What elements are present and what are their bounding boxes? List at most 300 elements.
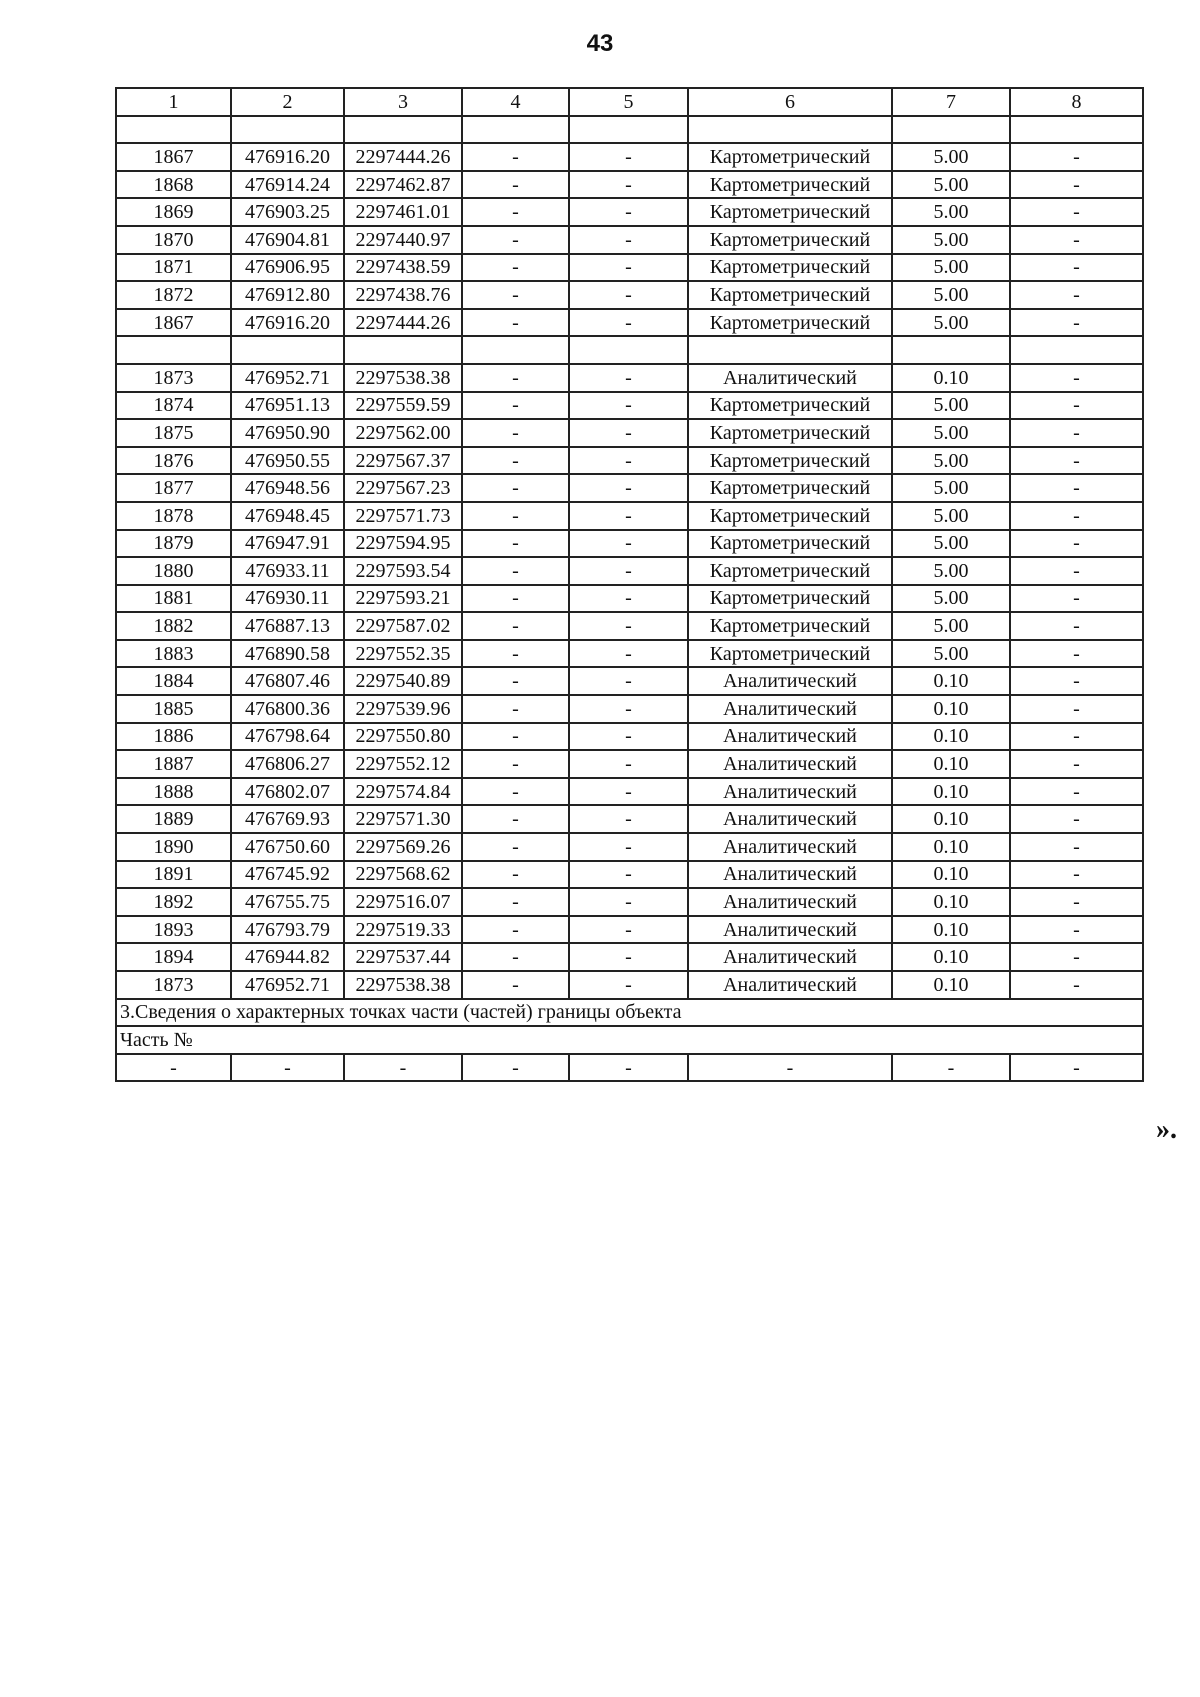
- table-cell: -: [569, 502, 688, 530]
- table-cell: -: [1010, 612, 1143, 640]
- table-cell: 1887: [116, 750, 231, 778]
- table-cell: -: [1010, 667, 1143, 695]
- table-cell: -: [1010, 171, 1143, 199]
- table-cell: 5.00: [892, 143, 1010, 171]
- table-cell: 476944.82: [231, 943, 344, 971]
- table-cell: Картометрический: [688, 309, 892, 337]
- table-cell: -: [569, 861, 688, 889]
- table-row: [116, 474, 1143, 502]
- empty-cell: [1010, 116, 1143, 144]
- table-cell: 2297569.26: [344, 833, 462, 861]
- table-cell: -: [344, 1054, 462, 1082]
- table-cell: Картометрический: [688, 557, 892, 585]
- table-cell: Картометрический: [688, 226, 892, 254]
- table-cell: 5.00: [892, 640, 1010, 668]
- table-cell: -: [569, 143, 688, 171]
- table-cell: Картометрический: [688, 530, 892, 558]
- table-cell: 7: [892, 88, 1010, 116]
- table-cell: 476952.71: [231, 364, 344, 392]
- table-cell: 2297538.38: [344, 971, 462, 999]
- table-cell: Картометрический: [688, 392, 892, 420]
- table-cell: 0.10: [892, 778, 1010, 806]
- table-cell: 2297552.12: [344, 750, 462, 778]
- table-cell: -: [569, 971, 688, 999]
- table-row: [116, 612, 1143, 640]
- table-cell: -: [569, 667, 688, 695]
- table-cell: 476904.81: [231, 226, 344, 254]
- table-cell: -: [569, 585, 688, 613]
- table-cell: -: [462, 916, 569, 944]
- table-row: [116, 309, 1143, 337]
- table-row: [116, 171, 1143, 199]
- table-row: [116, 281, 1143, 309]
- table-cell: 476800.36: [231, 695, 344, 723]
- table-row: [116, 943, 1143, 971]
- table-cell: -: [1010, 723, 1143, 751]
- table-cell: 1873: [116, 364, 231, 392]
- table-cell: -: [1010, 447, 1143, 475]
- table-row: [116, 833, 1143, 861]
- table-cell: 476916.20: [231, 309, 344, 337]
- table-cell: -: [1010, 695, 1143, 723]
- table-cell: 1886: [116, 723, 231, 751]
- table-cell: -: [569, 805, 688, 833]
- table-cell: 476769.93: [231, 805, 344, 833]
- table-cell: 476750.60: [231, 833, 344, 861]
- table-cell: 0.10: [892, 833, 1010, 861]
- table-cell: -: [462, 281, 569, 309]
- table-cell: 0.10: [892, 888, 1010, 916]
- empty-cell: [462, 116, 569, 144]
- table-row: [116, 861, 1143, 889]
- table-cell: 476906.95: [231, 254, 344, 282]
- table-cell: 476930.11: [231, 585, 344, 613]
- table-row: [116, 419, 1143, 447]
- table-cell: -: [1010, 585, 1143, 613]
- empty-cell: [344, 116, 462, 144]
- table-cell: 5.00: [892, 585, 1010, 613]
- table-row: [116, 585, 1143, 613]
- table-cell: -: [569, 833, 688, 861]
- table-cell: -: [462, 143, 569, 171]
- table-cell: 1888: [116, 778, 231, 806]
- page-number: 43: [586, 30, 614, 57]
- table-cell: -: [569, 640, 688, 668]
- table-cell: 2297539.96: [344, 695, 462, 723]
- table-row: [116, 502, 1143, 530]
- table-cell: -: [462, 171, 569, 199]
- table-cell: -: [1010, 778, 1143, 806]
- table-cell: 0.10: [892, 667, 1010, 695]
- table-cell: Картометрический: [688, 254, 892, 282]
- table-cell: 1881: [116, 585, 231, 613]
- table-cell: 1894: [116, 943, 231, 971]
- table-row: [116, 971, 1143, 999]
- part-row: [116, 1054, 1143, 1082]
- table-cell: 2297444.26: [344, 309, 462, 337]
- table-cell: Аналитический: [688, 723, 892, 751]
- table-cell: 476807.46: [231, 667, 344, 695]
- table-cell: 2297567.23: [344, 474, 462, 502]
- table-cell: 5.00: [892, 447, 1010, 475]
- table-cell: 1885: [116, 695, 231, 723]
- table-cell: Картометрический: [688, 474, 892, 502]
- table-cell: 5.00: [892, 198, 1010, 226]
- table-cell: 1889: [116, 805, 231, 833]
- table-cell: 2297519.33: [344, 916, 462, 944]
- table-cell: -: [462, 226, 569, 254]
- table-cell: 0.10: [892, 861, 1010, 889]
- table-cell: -: [1010, 861, 1143, 889]
- table-cell: 6: [688, 88, 892, 116]
- table-cell: 1870: [116, 226, 231, 254]
- table-cell: 476916.20: [231, 143, 344, 171]
- table-cell: 476903.25: [231, 198, 344, 226]
- table-cell: -: [462, 640, 569, 668]
- table-cell: -: [462, 585, 569, 613]
- table-cell: Картометрический: [688, 198, 892, 226]
- table-cell: 1892: [116, 888, 231, 916]
- table-cell: 5.00: [892, 171, 1010, 199]
- table-cell: -: [1010, 888, 1143, 916]
- table-cell: Аналитический: [688, 861, 892, 889]
- coordinates-table: [115, 87, 1144, 1082]
- table-cell: Картометрический: [688, 447, 892, 475]
- table-cell: 2297559.59: [344, 392, 462, 420]
- empty-cell: [116, 336, 231, 364]
- empty-cell: [688, 336, 892, 364]
- table-cell: 1893: [116, 916, 231, 944]
- table-cell: -: [462, 778, 569, 806]
- table-cell: -: [1010, 364, 1143, 392]
- table-cell: -: [462, 530, 569, 558]
- empty-row: [116, 116, 1143, 144]
- table-cell: -: [462, 833, 569, 861]
- table-cell: -: [569, 1054, 688, 1082]
- table-row: [116, 667, 1143, 695]
- table-cell: -: [462, 198, 569, 226]
- table-cell: -: [569, 447, 688, 475]
- table-cell: 5.00: [892, 474, 1010, 502]
- table-cell: -: [462, 557, 569, 585]
- table-cell: Аналитический: [688, 971, 892, 999]
- table-cell: -: [569, 281, 688, 309]
- table-cell: -: [1010, 281, 1143, 309]
- table-cell: 2297438.59: [344, 254, 462, 282]
- table-cell: -: [1010, 640, 1143, 668]
- table-cell: 2297594.95: [344, 530, 462, 558]
- table-cell: -: [462, 392, 569, 420]
- table-cell: -: [569, 723, 688, 751]
- table-cell: 5.00: [892, 502, 1010, 530]
- table-cell: 1890: [116, 833, 231, 861]
- table-cell: 1869: [116, 198, 231, 226]
- table-cell: 1877: [116, 474, 231, 502]
- table-row: [116, 805, 1143, 833]
- table-cell: 1882: [116, 612, 231, 640]
- table-cell: Аналитический: [688, 833, 892, 861]
- table-row: [116, 557, 1143, 585]
- table-cell: 1884: [116, 667, 231, 695]
- table-cell: 1868: [116, 171, 231, 199]
- table-cell: -: [569, 226, 688, 254]
- closing-quote: ».: [1156, 1114, 1177, 1145]
- table-row: [116, 695, 1143, 723]
- table-cell: 476948.45: [231, 502, 344, 530]
- table-cell: 1875: [116, 419, 231, 447]
- table-cell: 1867: [116, 143, 231, 171]
- empty-cell: [1010, 336, 1143, 364]
- table-cell: 2297540.89: [344, 667, 462, 695]
- table-cell: 476951.13: [231, 392, 344, 420]
- table-cell: 0.10: [892, 971, 1010, 999]
- table-cell: 2297562.00: [344, 419, 462, 447]
- table-cell: -: [462, 723, 569, 751]
- table-cell: -: [462, 971, 569, 999]
- section-title: 3.Сведения о характерных точках части (частей) границы объекта: [116, 999, 1143, 1027]
- table-cell: Картометрический: [688, 171, 892, 199]
- table-cell: 2297516.07: [344, 888, 462, 916]
- table-cell: 1867: [116, 309, 231, 337]
- table-cell: -: [462, 364, 569, 392]
- table-cell: 1883: [116, 640, 231, 668]
- table-cell: Аналитический: [688, 943, 892, 971]
- table-row: [116, 750, 1143, 778]
- table-cell: 5: [569, 88, 688, 116]
- table-cell: 5.00: [892, 254, 1010, 282]
- empty-row: [116, 336, 1143, 364]
- table-cell: 476933.11: [231, 557, 344, 585]
- table-cell: 476802.07: [231, 778, 344, 806]
- table-cell: -: [1010, 943, 1143, 971]
- table-row: [116, 723, 1143, 751]
- table-cell: -: [462, 309, 569, 337]
- table-cell: -: [462, 805, 569, 833]
- table-cell: Картометрический: [688, 640, 892, 668]
- table-cell: -: [569, 474, 688, 502]
- table-cell: 476948.56: [231, 474, 344, 502]
- table-row: [116, 143, 1143, 171]
- table-cell: 2297538.38: [344, 364, 462, 392]
- table-cell: 2297593.21: [344, 585, 462, 613]
- table-header-row: [116, 88, 1143, 116]
- table-cell: Аналитический: [688, 805, 892, 833]
- table-cell: 2297587.02: [344, 612, 462, 640]
- empty-cell: [344, 336, 462, 364]
- table-cell: -: [462, 861, 569, 889]
- table-cell: 0.10: [892, 916, 1010, 944]
- table-cell: -: [1010, 198, 1143, 226]
- table-cell: 2297571.73: [344, 502, 462, 530]
- table-cell: -: [462, 419, 569, 447]
- table-cell: -: [1010, 502, 1143, 530]
- table-cell: -: [462, 667, 569, 695]
- table-cell: 476798.64: [231, 723, 344, 751]
- table-cell: 476793.79: [231, 916, 344, 944]
- table-cell: -: [569, 943, 688, 971]
- table-cell: Аналитический: [688, 667, 892, 695]
- table-cell: 5.00: [892, 281, 1010, 309]
- table-cell: 2297567.37: [344, 447, 462, 475]
- table-cell: -: [569, 254, 688, 282]
- table-cell: Картометрический: [688, 143, 892, 171]
- table-cell: 2297440.97: [344, 226, 462, 254]
- table-cell: -: [569, 612, 688, 640]
- table-cell: 1880: [116, 557, 231, 585]
- table-cell: 1878: [116, 502, 231, 530]
- table-cell: -: [1010, 750, 1143, 778]
- table-cell: -: [569, 198, 688, 226]
- table-cell: 2297444.26: [344, 143, 462, 171]
- table-cell: -: [688, 1054, 892, 1082]
- table-cell: -: [462, 888, 569, 916]
- table-cell: -: [569, 530, 688, 558]
- table-cell: -: [1010, 419, 1143, 447]
- table-cell: 476947.91: [231, 530, 344, 558]
- table-cell: -: [569, 778, 688, 806]
- table-cell: -: [462, 695, 569, 723]
- empty-cell: [569, 336, 688, 364]
- table-cell: 476755.75: [231, 888, 344, 916]
- table-cell: 476745.92: [231, 861, 344, 889]
- table-cell: Картометрический: [688, 502, 892, 530]
- table-cell: Аналитический: [688, 888, 892, 916]
- table-cell: -: [1010, 971, 1143, 999]
- table-cell: -: [569, 392, 688, 420]
- empty-cell: [569, 116, 688, 144]
- table-cell: -: [1010, 530, 1143, 558]
- table-cell: -: [462, 1054, 569, 1082]
- table-cell: 1: [116, 88, 231, 116]
- table-row: [116, 392, 1143, 420]
- section-title-row: [116, 999, 1143, 1027]
- table-cell: 1873: [116, 971, 231, 999]
- empty-cell: [892, 336, 1010, 364]
- table-cell: 476890.58: [231, 640, 344, 668]
- table-cell: 1879: [116, 530, 231, 558]
- table-cell: 476950.55: [231, 447, 344, 475]
- table-cell: -: [1010, 833, 1143, 861]
- table-cell: 8: [1010, 88, 1143, 116]
- table-cell: -: [1010, 254, 1143, 282]
- table-cell: -: [569, 695, 688, 723]
- table-cell: -: [462, 750, 569, 778]
- table-cell: -: [1010, 392, 1143, 420]
- table-cell: Картометрический: [688, 419, 892, 447]
- table-row: [116, 778, 1143, 806]
- table-cell: -: [569, 557, 688, 585]
- empty-cell: [688, 116, 892, 144]
- table-row: [116, 226, 1143, 254]
- table-cell: 3: [344, 88, 462, 116]
- table-cell: 0.10: [892, 364, 1010, 392]
- table-cell: -: [462, 447, 569, 475]
- empty-cell: [116, 116, 231, 144]
- table-cell: -: [462, 502, 569, 530]
- table-cell: -: [1010, 916, 1143, 944]
- table-row: [116, 888, 1143, 916]
- table-cell: -: [1010, 474, 1143, 502]
- table-cell: 2297568.62: [344, 861, 462, 889]
- table-cell: 1874: [116, 392, 231, 420]
- table-row: [116, 916, 1143, 944]
- table-row: [116, 254, 1143, 282]
- table-row: [116, 364, 1143, 392]
- table-cell: 2: [231, 88, 344, 116]
- table-cell: Аналитический: [688, 778, 892, 806]
- table-cell: -: [231, 1054, 344, 1082]
- table-cell: 2297571.30: [344, 805, 462, 833]
- table-row: [116, 198, 1143, 226]
- table-cell: 5.00: [892, 226, 1010, 254]
- table-cell: -: [1010, 226, 1143, 254]
- table-cell: -: [892, 1054, 1010, 1082]
- table-cell: 476952.71: [231, 971, 344, 999]
- table-cell: 476887.13: [231, 612, 344, 640]
- table-row: [116, 447, 1143, 475]
- table-cell: 476914.24: [231, 171, 344, 199]
- table-cell: 476912.80: [231, 281, 344, 309]
- table-cell: 4: [462, 88, 569, 116]
- table-cell: 1872: [116, 281, 231, 309]
- table-cell: -: [462, 612, 569, 640]
- table-cell: Аналитический: [688, 695, 892, 723]
- table-cell: 5.00: [892, 612, 1010, 640]
- table-cell: 476950.90: [231, 419, 344, 447]
- table-cell: 5.00: [892, 557, 1010, 585]
- table-cell: -: [116, 1054, 231, 1082]
- table-cell: 2297593.54: [344, 557, 462, 585]
- table-cell: -: [1010, 805, 1143, 833]
- table-cell: 0.10: [892, 695, 1010, 723]
- table-cell: Аналитический: [688, 916, 892, 944]
- table-cell: -: [569, 171, 688, 199]
- empty-cell: [231, 336, 344, 364]
- table-cell: 2297462.87: [344, 171, 462, 199]
- table-row: [116, 530, 1143, 558]
- table-row: [116, 640, 1143, 668]
- part-label: Часть №: [116, 1026, 1143, 1054]
- table-cell: -: [462, 943, 569, 971]
- table-cell: 2297552.35: [344, 640, 462, 668]
- table-cell: 1876: [116, 447, 231, 475]
- table-cell: -: [462, 474, 569, 502]
- table-cell: 476806.27: [231, 750, 344, 778]
- table-cell: 1871: [116, 254, 231, 282]
- table-cell: Картометрический: [688, 281, 892, 309]
- table-cell: -: [569, 916, 688, 944]
- table-cell: 5.00: [892, 530, 1010, 558]
- table-cell: 0.10: [892, 750, 1010, 778]
- table-cell: 1891: [116, 861, 231, 889]
- table-cell: 0.10: [892, 805, 1010, 833]
- part-label-row: [116, 1026, 1143, 1054]
- table-cell: 0.10: [892, 943, 1010, 971]
- table-cell: -: [569, 750, 688, 778]
- table-cell: 5.00: [892, 419, 1010, 447]
- table-cell: -: [1010, 1054, 1143, 1082]
- table-cell: -: [462, 254, 569, 282]
- table-cell: -: [569, 309, 688, 337]
- table-cell: -: [1010, 143, 1143, 171]
- table-cell: 2297574.84: [344, 778, 462, 806]
- empty-cell: [231, 116, 344, 144]
- table-cell: 2297550.80: [344, 723, 462, 751]
- table-cell: -: [1010, 557, 1143, 585]
- empty-cell: [892, 116, 1010, 144]
- table-cell: -: [569, 888, 688, 916]
- table-cell: 5.00: [892, 309, 1010, 337]
